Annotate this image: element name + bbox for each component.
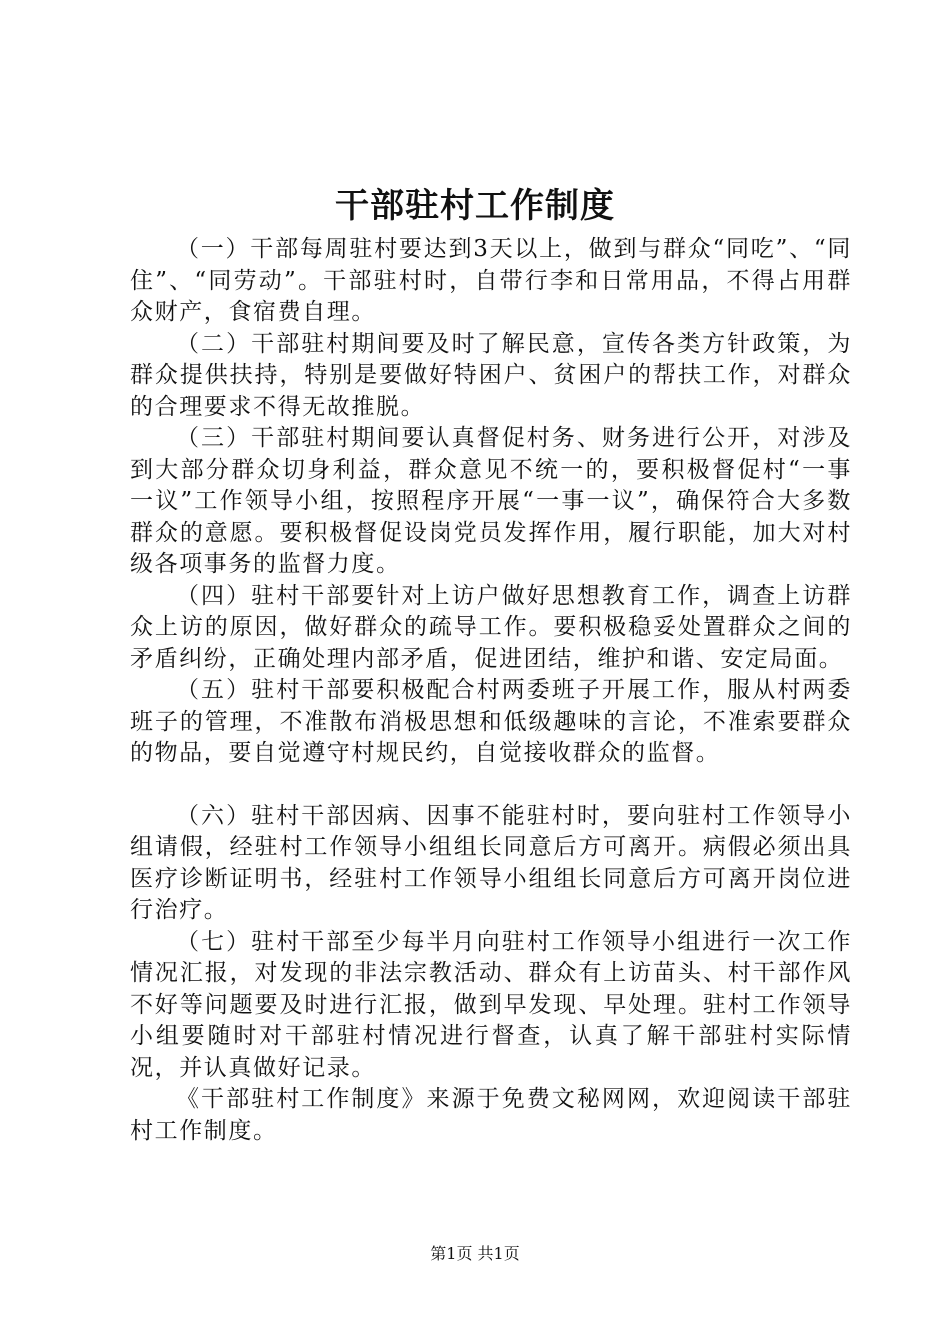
paragraph-1: （一）干部每周驻村要达到3天以上，做到与群众“同吃”、“同住”、“同劳动”。干部驻村时，自带行李和日常用品，不得占用群众财产，食宿费自理。 xyxy=(130,236,852,325)
paragraph-3: （三）干部驻村期间要认真督促村务、财务进行公开，对涉及到大部分群众切身利益，群众意见不统一的，要积极督促村“一事一议”工作领导小组，按照程序开展“一事一议”，确保符合大多数群众的意愿。要积极督促设岗党员发挥作用，履行职能，加大对村级各项事务的监督力度。 xyxy=(130,425,852,577)
paragraph-7: （七）驻村干部至少每半月向驻村工作领导小组进行一次工作情况汇报，对发现的非法宗教活动、群众有上访苗头、村干部作风不好等问题要及时进行汇报，做到早发现、早处理。驻村工作领导小组要随时对干部驻村情况进行督查，认真了解干部驻村实际情况，并认真做好记录。 xyxy=(130,928,852,1081)
document-title: 干部驻村工作制度 xyxy=(335,186,615,226)
document-body xyxy=(130,234,852,1147)
paragraph-2: （二）干部驻村期间要及时了解民意，宣传各类方针政策，为群众提供扶持，特别是要做好特困户、贫困户的帮扶工作，对群众的合理要求不得无故推脱。 xyxy=(130,330,852,420)
paragraph-spacer xyxy=(130,770,852,801)
paragraph-5: （五）驻村干部要积极配合村两委班子开展工作，服从村两委班子的管理，不准散布消极思想和低级趣味的言论，不准索要群众的物品，要自觉遵守村规民约，自觉接收群众的监督。 xyxy=(130,677,852,766)
paragraph-4: （四）驻村干部要针对上访户做好思想教育工作，调查上访群众上访的原因，做好群众的疏导工作。要积极稳妥处置群众之间的矛盾纠纷，正确处理内部矛盾，促进团结，维护和谐、安定局面。 xyxy=(130,582,852,672)
page-footer: 第1页 共1页 xyxy=(430,1244,520,1263)
paragraph-6: （六）驻村干部因病、因事不能驻村时，要向驻村工作领导小组请假，经驻村工作领导小组组长同意后方可离开。病假必须出具医疗诊断证明书，经驻村工作领导小组组长同意后方可离开岗位进行治疗。 xyxy=(130,802,852,923)
paragraph-8: 《干部驻村工作制度》来源于免费文秘网网，欢迎阅读干部驻村工作制度。 xyxy=(130,1086,852,1144)
